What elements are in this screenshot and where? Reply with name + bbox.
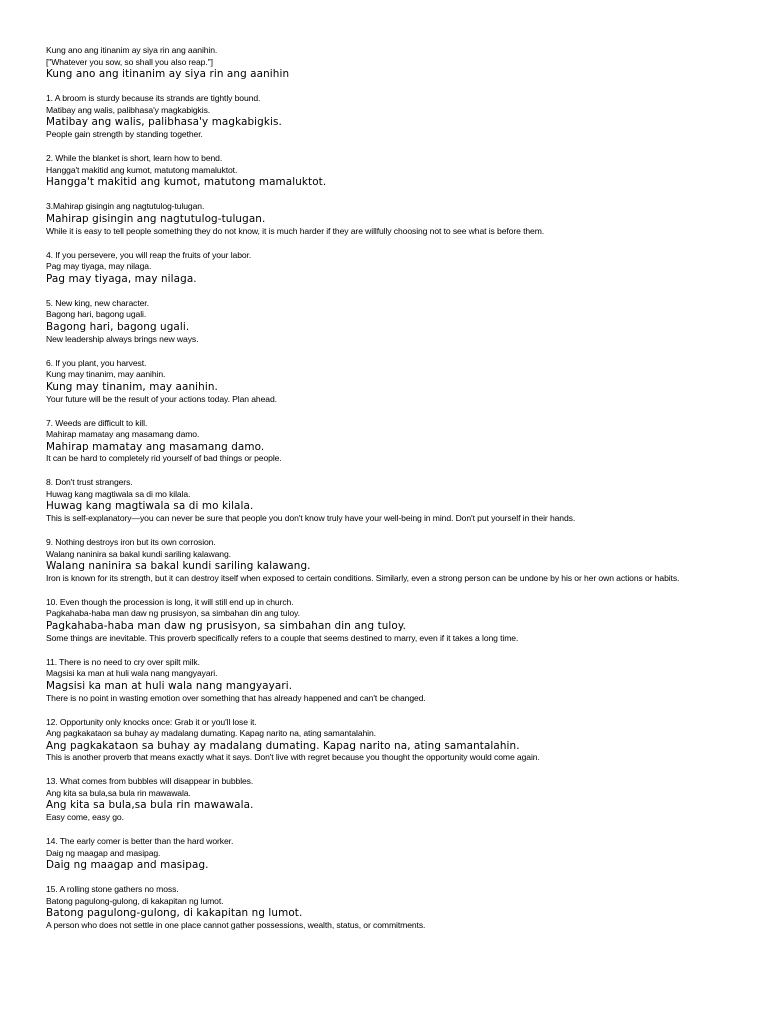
spacer [46,465,738,478]
proverb-line: Mahirap mamatay ang masamang damo. [46,429,200,440]
proverb-line: Daig ng maagap and masipag. [46,847,161,858]
proverb-block-1 [46,93,738,140]
proverb-tagalog-large: Hangga't makitid ang kumot, matutong mamaluktot. [46,176,327,189]
proverb-block-6 [46,358,738,405]
proverb-line: Easy come, easy go. [46,812,124,823]
spacer [46,141,738,154]
proverb-block-3 [46,201,738,237]
proverb-tagalog-large: Mahirap gisingin ang nagtutulog-tulugan. [46,212,266,225]
proverb-tagalog-large: Pag may tiyaga, may nilaga. [46,272,197,285]
proverb-line: While it is easy to tell people something they do not know, it is much harder if they are willfully choosing not to see what is before them. [46,225,545,236]
proverb-tagalog-large: Ang pagkakataon sa buhay ay madalang dumating. Kapag narito na, ating samantalahin. [46,739,520,752]
proverb-block-7 [46,418,738,465]
proverb-tagalog-large: Bagong hari, bagong ugali. [46,320,190,333]
proverb-line: It can be hard to completely rid yourself of bad things or people. [46,453,282,464]
proverb-heading: 7. Weeds are difficult to kill. [46,417,148,428]
proverb-tagalog-large: Walang naninira sa bakal kundi sariling kalawang. [46,560,311,573]
spacer [46,405,738,418]
proverb-tagalog-large: Magsisi ka man at huli wala nang mangyayari. [46,679,293,692]
spacer [46,285,738,298]
proverb-list [46,81,738,932]
proverb-line: Batong pagulong-gulong, di kakapitan ng lumot. [46,895,224,906]
proverb-heading: 3.Mahirap gisingin ang nagtutulog-tulugan. [46,201,205,212]
proverb-line: Bagong hari, bagong ugali. [46,309,147,320]
proverb-line: Pag may tiyaga, may nilaga. [46,261,152,272]
proverb-heading: 11. There is no need to cry over spilt milk. [46,656,200,667]
proverb-tagalog-large: Daig ng maagap and masipag. [46,859,209,872]
proverb-line: A person who does not settle in one place cannot gather possessions, wealth, status, or commitments. [46,920,426,931]
proverb-tagalog-large: Batong pagulong-gulong, di kakapitan ng lumot. [46,907,303,920]
proverb-line: Your future will be the result of your actions today. Plan ahead. [46,393,277,404]
proverb-heading: 13. What comes from bubbles will disappear in bubbles. [46,776,254,787]
proverb-heading: 9. Nothing destroys iron but its own corrosion. [46,537,216,548]
proverb-line: Huwag kang magtiwala sa di mo kilala. [46,488,191,499]
proverb-line: Ang pagkakataon sa buhay ay madalang dumating. Kapag narito na, ating samantalahin. [46,728,376,739]
proverb-block-4 [46,250,738,286]
proverb-line: Magsisi ka man at huli wala nang mangyayari. [46,668,218,679]
proverb-block-10 [46,597,738,644]
spacer [46,525,738,538]
spacer [46,237,738,250]
proverb-block-8 [46,477,738,524]
proverb-line: Walang naninira sa bakal kundi sariling kalawang. [46,548,231,559]
proverb-line: Hangga't makitid ang kumot, matutong mamaluktot. [46,164,238,175]
spacer [46,824,738,837]
proverb-heading: 4. If you persevere, you will reap the fruits of your labor. [46,249,252,260]
proverb-block-5 [46,298,738,345]
spacer [46,704,738,717]
spacer [46,189,738,202]
proverb-heading: 15. A rolling stone gathers no moss. [46,884,179,895]
proverb-block-12 [46,717,738,764]
spacer [46,644,738,657]
proverb-tagalog-large: Pagkahaba-haba man daw ng prusisyon, sa simbahan din ang tuloy. [46,619,407,632]
proverb-line: Some things are inevitable. This proverb specifically refers to a couple that seems destined to marry, even if it takes a long time. [46,632,519,643]
proverb-heading: 6. If you plant, you harvest. [46,357,147,368]
proverb-line: Ang kita sa bula,sa bula rin mawawala. [46,787,191,798]
spacer [46,81,738,94]
proverb-line: This is self-explanatory—you can never be sure that people you don't know truly have your well-being in mind. Don't put yourself in their hands. [46,513,576,524]
proverb-line: Iron is known for its strength, but it can destroy itself when exposed to certain conditions. Similarly, even a strong person can be undone by his or her own actions or habits. [46,572,680,583]
proverb-heading: 1. A broom is sturdy because its strands are tightly bound. [46,93,261,104]
proverb-tagalog-large: Mahirap mamatay ang masamang damo. [46,440,265,453]
proverb-tagalog-large: Kung may tinanim, may aanihin. [46,380,218,393]
proverb-block-2 [46,153,738,189]
proverb-block-11 [46,657,738,704]
proverb-heading: 10. Even though the procession is long, it will still end up in church. [46,596,294,607]
proverb-tagalog-large: Matibay ang walis, palibhasa'y magkabigkis. [46,116,282,129]
proverb-tagalog-large: Ang kita sa bula,sa bula rin mawawala. [46,799,254,812]
intro-block [46,45,738,81]
proverb-block-9 [46,537,738,584]
intro-line: Kung ano ang itinanim ay siya rin ang aanihin. [46,45,218,55]
proverb-block-14 [46,836,738,872]
proverb-line: Pagkahaba-haba man daw ng prusisyon, sa simbahan din ang tuloy. [46,608,300,619]
proverb-line: There is no point in wasting emotion over something that has already happened and can't be changed. [46,692,426,703]
spacer [46,872,738,885]
spacer [46,345,738,358]
proverb-heading: 14. The early comer is better than the hard worker. [46,836,234,847]
intro-line: Kung ano ang itinanim ay siya rin ang aanihin [46,68,290,80]
proverb-block-15 [46,884,738,931]
proverb-heading: 8. Don't trust strangers. [46,477,133,488]
proverb-heading: 12. Opportunity only knocks once: Grab it or you'll lose it. [46,716,257,727]
spacer [46,584,738,597]
proverb-heading: 2. While the blanket is short, learn how to bend. [46,153,223,164]
proverb-line: Kung may tinanim, may aanihin. [46,369,166,380]
intro-line: ["Whatever you sow, so shall you also reap."] [46,56,213,67]
proverb-line: People gain strength by standing together. [46,129,203,140]
proverb-heading: 5. New king, new character. [46,297,149,308]
proverb-tagalog-large: Huwag kang magtiwala sa di mo kilala. [46,500,254,513]
proverb-line: New leadership always brings new ways. [46,333,199,344]
proverb-line: Matibay ang walis, palibhasa'y magkabigkis. [46,104,211,115]
proverb-line: This is another proverb that means exactly what it says. Don't live with regret because you thought the opportunity would come again. [46,752,540,763]
proverb-block-13 [46,776,738,823]
spacer [46,764,738,777]
